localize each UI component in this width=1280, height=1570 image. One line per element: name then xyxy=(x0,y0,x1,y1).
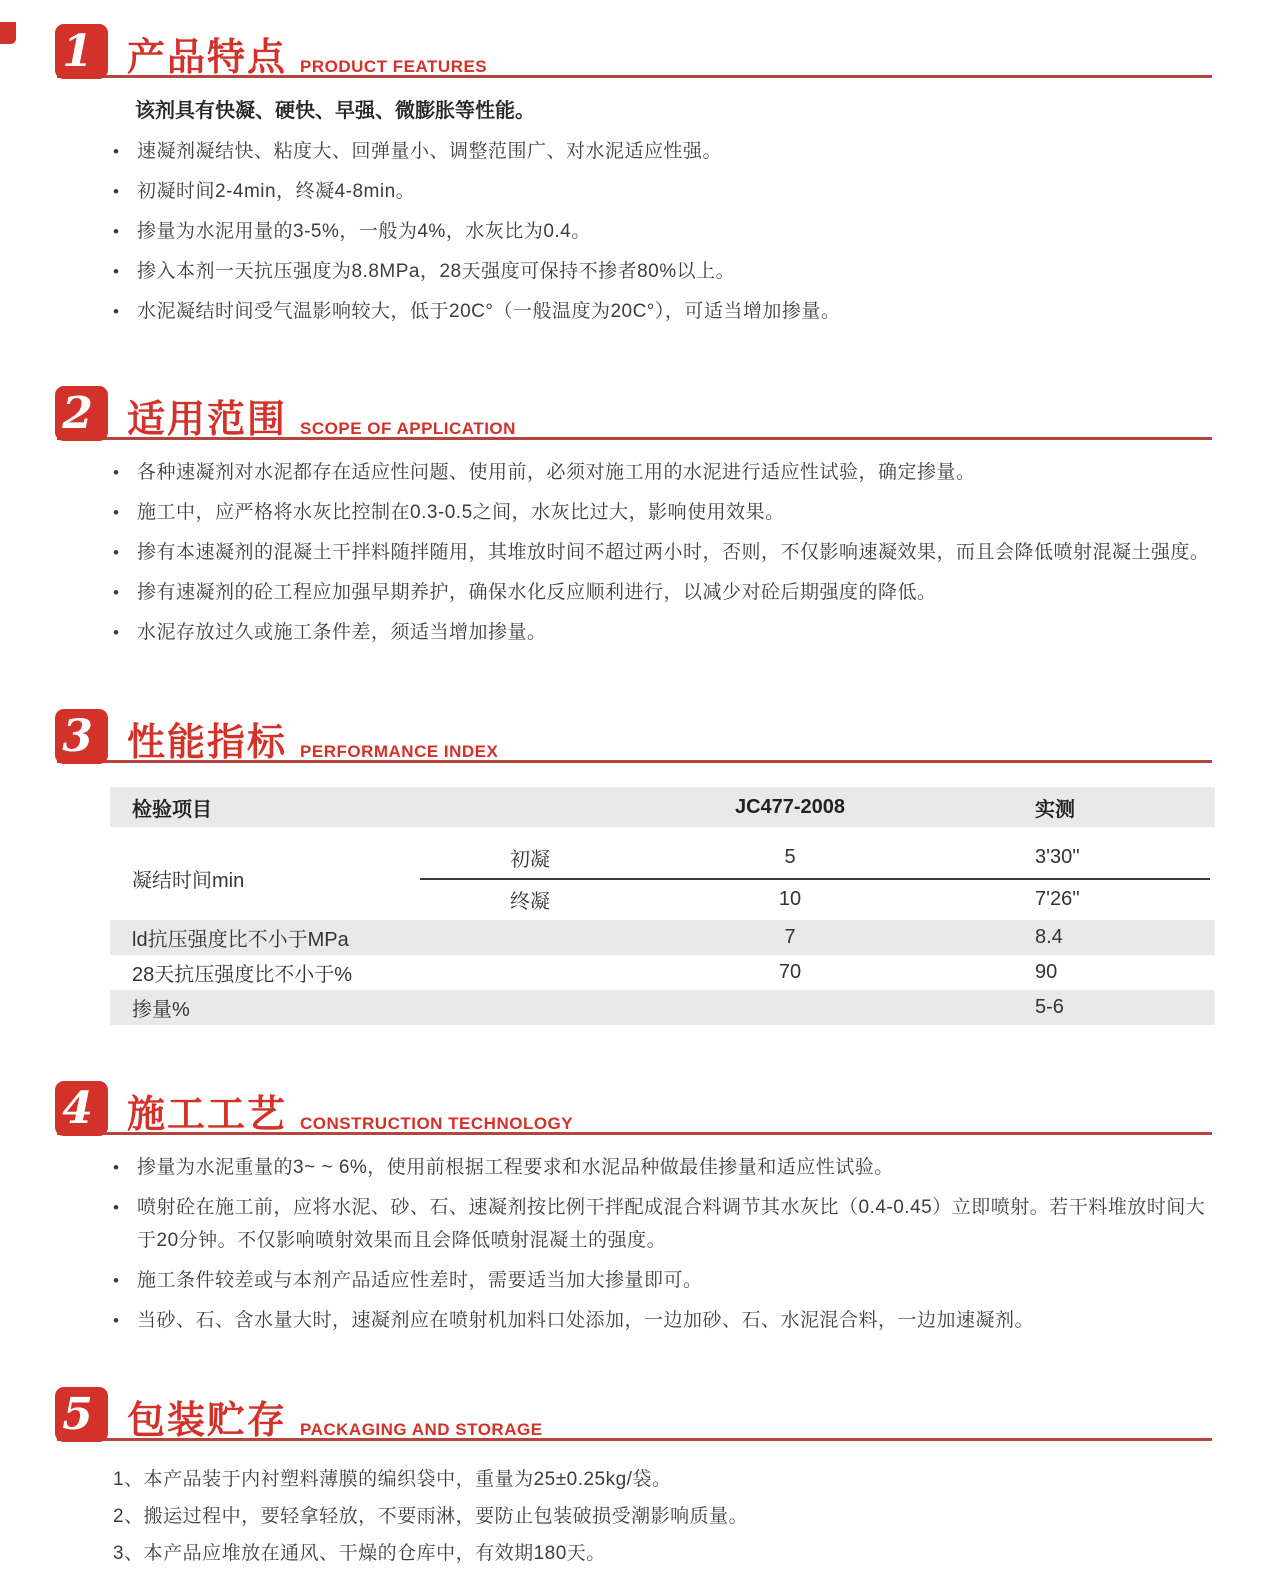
list-item-text: 速凝剂凝结快、粘度大、回弹量小、调整范围广、对水泥适应性强。 xyxy=(137,141,723,162)
corner-accent-mark xyxy=(0,22,16,44)
list-item xyxy=(113,1151,1212,1184)
list-item xyxy=(113,215,1212,248)
bullet-dot-icon xyxy=(113,295,137,328)
bullet-list xyxy=(113,135,1212,328)
section-title-en: PRODUCT FEATURES xyxy=(300,56,488,76)
table-header-row xyxy=(110,787,1215,827)
standard-value: 5 xyxy=(784,845,796,868)
list-item-text: 施工中，应严格将水灰比控制在0.3-0.5之间，水灰比过大，影响使用效果。 xyxy=(137,502,785,523)
list-item-text: 掺有速凝剂的砼工程应加强早期养护，确保水化反应顺利进行，以减少对砼后期强度的降低。 xyxy=(137,582,937,603)
list-item xyxy=(113,576,1212,609)
sub-row-label: 终凝 xyxy=(510,890,550,913)
list-item-text: 1、本产品装于内衬塑料薄膜的编织袋中，重量为25±0.25kg/袋。 xyxy=(113,1469,672,1490)
intro-line: 该剂具有快凝、硬快、早强、微膨胀等性能。 xyxy=(135,100,535,122)
list-item xyxy=(113,175,1212,208)
section-header xyxy=(55,384,1212,440)
bullet-dot-icon xyxy=(113,616,137,649)
list-item xyxy=(113,295,1212,328)
table-setting-time-rows xyxy=(110,836,1215,920)
list-item xyxy=(113,496,1212,529)
list-item-text: 2、搬运过程中，要轻拿轻放，不要雨淋，要防止包装破损受潮影响质量。 xyxy=(113,1506,749,1527)
bullet-dot-icon xyxy=(113,1304,137,1337)
bullet-list xyxy=(113,456,1212,649)
section-scope-of-application xyxy=(55,384,1212,649)
list-item-text: 水泥存放过久或施工条件差，须适当增加掺量。 xyxy=(137,622,547,643)
bullet-dot-icon xyxy=(113,1264,137,1297)
row-label: 掺量% xyxy=(132,999,190,1021)
bullet-list xyxy=(113,1151,1212,1337)
bullet-dot-icon xyxy=(113,576,137,609)
section-header xyxy=(55,707,1212,763)
list-item-text: 施工条件较差或与本剂产品适应性差时，需要适当加大掺量即可。 xyxy=(137,1270,703,1291)
measured-value: 7'26'' xyxy=(1035,887,1080,910)
section-title-zh: 性能指标 xyxy=(127,722,288,764)
row-label: 28天抗压强度比不小于% xyxy=(132,964,353,986)
section-title-zh: 包装贮存 xyxy=(127,1400,288,1442)
section-number-badge: 1 xyxy=(55,24,108,79)
product-spec-page xyxy=(0,22,1280,1564)
bullet-dot-icon xyxy=(113,1151,137,1184)
bullet-dot-icon xyxy=(113,456,137,489)
standard-value: 7 xyxy=(784,926,796,948)
section-title-en: PERFORMANCE INDEX xyxy=(300,741,499,761)
list-item-text: 3、本产品应堆放在通风、干燥的仓库中，有效期180天。 xyxy=(113,1543,606,1564)
bullet-dot-icon xyxy=(113,175,137,208)
bullet-dot-icon xyxy=(113,1191,137,1257)
section-titles xyxy=(127,724,498,762)
row-label: 凝结时间min xyxy=(132,869,245,892)
column-header-measured: 实测 xyxy=(1035,798,1075,821)
measured-value: 3'30'' xyxy=(1035,845,1080,868)
row-label: ld抗压强度比不小于MPa xyxy=(132,929,349,951)
list-item xyxy=(113,1191,1212,1257)
measured-value: 5-6 xyxy=(1035,996,1064,1018)
section-number-badge: 5 xyxy=(55,1387,108,1442)
section-number-badge: 2 xyxy=(55,386,108,441)
section-header xyxy=(55,22,1212,78)
numbered-list xyxy=(113,1463,1212,1570)
standard-value: 10 xyxy=(778,887,802,910)
performance-table xyxy=(110,787,1215,1025)
section-title-zh: 施工工艺 xyxy=(127,1094,288,1136)
table-row xyxy=(110,955,1215,990)
list-item-text: 各种速凝剂对水泥都存在适应性问题、使用前，必须对施工用的水泥进行适应性试验，确定掺量。 xyxy=(137,462,976,483)
section-header xyxy=(55,1385,1212,1441)
section-construction-technology xyxy=(55,1079,1212,1337)
section-titles xyxy=(127,1096,573,1134)
section-number-badge: 4 xyxy=(55,1081,108,1136)
list-item-text: 掺量为水泥用量的3-5%，一般为4%，水灰比为0.4。 xyxy=(137,221,591,242)
bullet-dot-icon xyxy=(113,255,137,288)
measured-value: 90 xyxy=(1035,961,1058,983)
table-row xyxy=(110,920,1215,955)
section-number-badge: 3 xyxy=(55,709,108,764)
bullet-dot-icon xyxy=(113,536,137,569)
list-item-text: 喷射砼在施工前，应将水泥、砂、石、速凝剂按比例干拌配成混合料调节其水灰比（0.4-0.45）立即喷射。若干料堆放时间大于20分钟。不仅影响喷射效果而且会降低喷射混凝土的强度。 xyxy=(137,1197,1206,1251)
list-item-text: 当砂、石、含水量大时，速凝剂应在喷射机加料口处添加，一边加砂、石、水泥混合料，一边加速凝剂。 xyxy=(137,1310,1035,1331)
section-title-en: SCOPE OF APPLICATION xyxy=(300,418,516,438)
bullet-dot-icon xyxy=(113,496,137,529)
list-item-text: 水泥凝结时间受气温影响较大，低于20C°（一般温度为20C°），可适当增加掺量。 xyxy=(137,301,841,322)
table-row xyxy=(110,990,1215,1025)
section-title-zh: 产品特点 xyxy=(127,37,288,79)
list-item xyxy=(113,1264,1212,1297)
sub-row-label: 初凝 xyxy=(510,848,550,871)
list-item xyxy=(113,1304,1212,1337)
standard-value: 70 xyxy=(778,961,802,983)
section-performance-index xyxy=(55,707,1212,1025)
bullet-dot-icon xyxy=(113,215,137,248)
list-item xyxy=(113,456,1212,489)
column-header-standard: JC477-2008 xyxy=(734,795,846,818)
bullet-dot-icon xyxy=(113,135,137,168)
list-item xyxy=(113,135,1212,168)
section-title-en: PACKAGING AND STORAGE xyxy=(300,1419,543,1439)
section-packaging-storage xyxy=(55,1385,1212,1570)
section-header xyxy=(55,1079,1212,1135)
section-title-en: CONSTRUCTION TECHNOLOGY xyxy=(300,1113,574,1133)
list-item-text: 掺有本速凝剂的混凝土干拌料随拌随用，其堆放时间不超过两小时，否则，不仅影响速凝效果，而且会降低喷射混凝土强度。 xyxy=(137,542,1210,563)
measured-value: 8.4 xyxy=(1035,926,1063,948)
section-title-zh: 适用范围 xyxy=(127,399,288,441)
list-item xyxy=(113,536,1212,569)
list-item-text: 掺入本剂一天抗压强度为8.8MPa，28天强度可保持不掺者80%以上。 xyxy=(137,261,736,282)
section-titles xyxy=(127,401,516,439)
list-item xyxy=(113,255,1212,288)
sub-row-divider xyxy=(420,878,1210,880)
list-item-text: 初凝时间2-4min，终凝4-8min。 xyxy=(137,181,416,202)
list-item-text: 掺量为水泥重量的3~ ~ 6%，使用前根据工程要求和水泥品种做最佳掺量和适应性试验。 xyxy=(137,1157,894,1178)
section-titles xyxy=(127,1402,543,1440)
section-titles xyxy=(127,39,487,77)
section-product-features xyxy=(55,22,1212,328)
column-header-item: 检验项目 xyxy=(132,798,212,821)
list-item xyxy=(113,616,1212,649)
